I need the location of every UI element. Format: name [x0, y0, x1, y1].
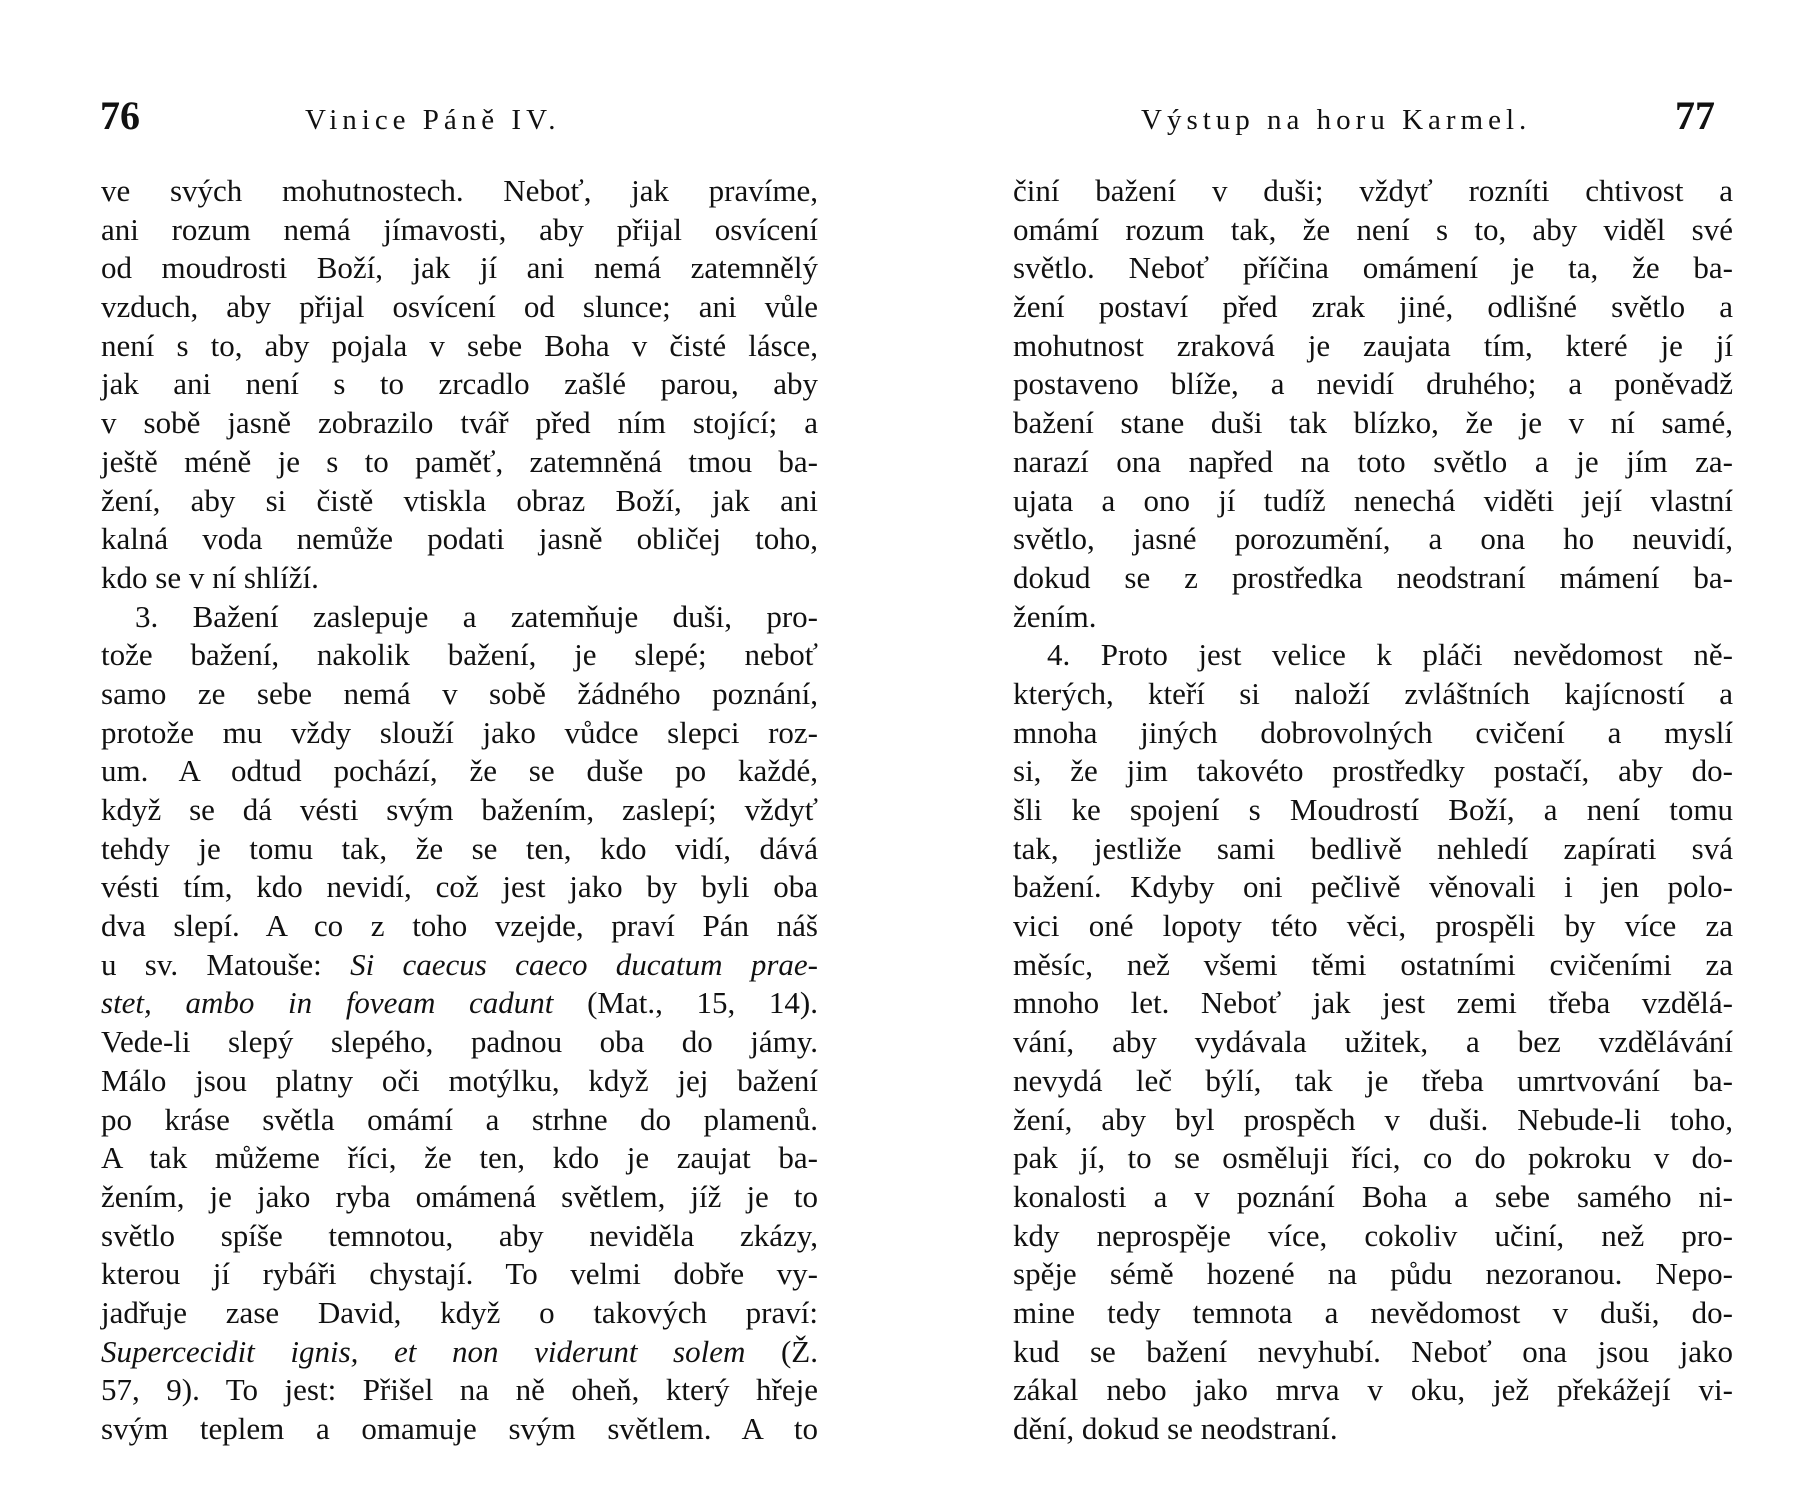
text-line: mine tedy temnota a nevědomost v duši, do-: [1013, 1294, 1733, 1330]
text-line: světlo. Neboť příčina omámení je ta, že ba-: [1013, 250, 1733, 286]
text-line: v sobě jasně zobrazilo tvář před ním stojící; a: [101, 405, 818, 441]
text-line: A tak můžeme říci, že ten, kdo je zaujat ba-: [101, 1140, 818, 1176]
latin-quotation: Si caecus caeco ducatum prae-: [350, 946, 818, 982]
text-line: Vede-li slepý slepého, padnou oba do jámy.: [101, 1024, 818, 1060]
text-line: žením, je jako ryba omámená světlem, jíž je to: [101, 1178, 818, 1214]
text-line: vání, aby vydávala užitek, a bez vzdělávání: [1013, 1024, 1733, 1060]
text-line: dění, dokud se neodstraní.: [1013, 1411, 1338, 1446]
text-line: po kráse světla omámí a strhne do plamenů.: [101, 1101, 818, 1137]
page-number: 77: [1675, 93, 1715, 138]
text-line: vici oné lopoty této věci, prospěli by více za: [1013, 908, 1733, 944]
right-page: [908, 0, 1816, 1500]
text-line: kdy neprospěje více, cokoliv učiní, než pro-: [1013, 1217, 1733, 1253]
text-line: měsíc, než všemi těmi ostatními cvičeními za: [1013, 946, 1733, 982]
page-number: 76: [100, 93, 140, 138]
text-line: zákal nebo jako mrva v oku, jež překážejí vi-: [1013, 1372, 1733, 1408]
text-line: [101, 946, 818, 985]
text-line: svým teplem a omamuje svým světlem. A to: [101, 1411, 818, 1446]
text-line: um. A odtud pochází, že se duše po každé,: [101, 753, 818, 789]
text-line: narazí ona napřed na toto světlo a je jím za-: [1013, 443, 1733, 479]
text-line: ani rozum nemá jímavosti, aby přijal osvícení: [101, 211, 818, 247]
text-line: šli ke spojení s Moudrostí Boží, a není tomu: [1013, 792, 1733, 827]
text-line: žením.: [1013, 598, 1097, 634]
text-line: kterou jí rybáři chystají. To velmi dobře vy-: [101, 1256, 818, 1292]
text-line: není s to, aby pojala v sebe Boha v čisté lásce,: [101, 327, 818, 363]
paragraph-start-line: 4. Proto jest velice k pláči nevědomost ně-: [1047, 637, 1733, 673]
body-text: [1013, 172, 1733, 1449]
text-line: tehdy je tomu tak, že se ten, kdo vidí, dává: [101, 830, 818, 866]
text-line: kud se bažení nevyhubí. Neboť ona jsou jako: [1013, 1333, 1733, 1369]
text-line: když se dá vésti svým bažením, zaslepí; vždyť: [101, 792, 818, 827]
text-line: žení, aby byl prospěch v duši. Nebude-li toho,: [1013, 1101, 1733, 1137]
latin-quotation: Supercecidit ignis, et non viderunt solem: [101, 1333, 746, 1369]
text-line: spěje sémě hozené na půdu nezoranou. Nepo-: [1013, 1256, 1733, 1292]
text-segment: (Mat., 15, 14).: [553, 985, 818, 1021]
text-line: od moudrosti Boží, jak jí ani nemá zatemnělý: [101, 250, 818, 286]
text-line: kdo se v ní shlíží.: [101, 559, 319, 595]
text-line: kalná voda nemůže podati jasně obličej toho,: [101, 521, 818, 557]
text-line: Málo jsou platny oči motýlku, když jej bažení: [101, 1062, 818, 1098]
text-line: postaveno blíže, a nevidí druhého; a poněvadž: [1013, 366, 1733, 402]
text-line: jadřuje zase David, když o takových praví:: [101, 1294, 818, 1330]
text-line: dva slepí. A co z toho vzejde, praví Pán náš: [101, 908, 818, 944]
text-line: dokud se z prostředka neodstraní mámení ba-: [1013, 559, 1733, 595]
running-head: Výstup na horu Karmel.: [1141, 104, 1532, 136]
text-line: žení, aby si čistě vtiskla obraz Boží, jak ani: [101, 482, 818, 518]
text-line: vzduch, aby přijal osvícení od slunce; ani vůle: [101, 289, 818, 325]
text-line: pak jí, to se osměluji říci, co do pokroku v do-: [1013, 1140, 1733, 1176]
paragraph-start-line: 3. Bažení zaslepuje a zatemňuje duši, pro-: [135, 598, 818, 634]
text-line: činí bažení v duši; vždyť rozníti chtivost a: [1013, 173, 1733, 208]
text-line: bažení. Kdyby oni pečlivě věnovali i jen polo-: [1013, 869, 1733, 905]
text-line: samo ze sebe nemá v sobě žádného poznání,: [101, 675, 818, 711]
body-text: [101, 172, 818, 1449]
text-line: bažení stane duši tak blízko, že je v ní samé,: [1013, 405, 1733, 441]
text-line: mnoha jiných dobrovolných cvičení a myslí: [1013, 714, 1733, 750]
text-line: omámí rozum tak, že není s to, aby viděl své: [1013, 211, 1733, 247]
text-line: 57, 9). To jest: Přišel na ně oheň, který hřeje: [101, 1372, 818, 1408]
text-line: ujata a ono jí tudíž nenechá viděti její vlastní: [1013, 482, 1733, 518]
text-line: kterých, kteří si naloží zvláštních kajícností a: [1013, 675, 1733, 711]
text-line: si, že jim takovéto prostředky postačí, aby do-: [1013, 753, 1733, 789]
text-line: ještě méně je s to paměť, zatemněná tmou ba-: [101, 443, 818, 479]
text-line: protože mu vždy slouží jako vůdce slepci roz-: [101, 714, 818, 750]
latin-quotation: stet, ambo in foveam cadunt: [101, 985, 554, 1021]
text-line: světlo spíše temnotou, aby neviděla zkázy,: [101, 1217, 818, 1253]
text-line: vésti tím, kdo nevidí, což jest jako by byli oba: [101, 869, 818, 905]
text-line: ve svých mohutnostech. Neboť, jak pravíme,: [101, 173, 818, 208]
text-segment: (Ž.: [745, 1333, 818, 1369]
text-segment: u sv. Matouše:: [101, 946, 351, 982]
text-line: [101, 984, 818, 1023]
text-line: jak ani není s to zrcadlo zašlé parou, aby: [101, 366, 818, 402]
text-line: mohutnost zraková je zaujata tím, které je jí: [1013, 327, 1733, 363]
text-line: tak, jestliže sami bedlivě nehledí zapírati svá: [1013, 830, 1733, 866]
text-line: žení postaví před zrak jiné, odlišné světlo a: [1013, 289, 1733, 325]
text-line: mnoho let. Neboť jak jest zemi třeba vzdělá-: [1013, 985, 1733, 1021]
text-line: tože bažení, nakolik bažení, je slepé; neboť: [101, 637, 818, 673]
text-line: konalosti a v poznání Boha a sebe samého ni-: [1013, 1178, 1733, 1214]
text-line: světlo, jasné porozumění, a ona ho neuvidí,: [1013, 521, 1733, 557]
running-head: Vinice Páně IV.: [305, 104, 561, 136]
text-line: [101, 1333, 818, 1372]
text-line: nevydá leč býlí, tak je třeba umrtvování ba-: [1013, 1062, 1733, 1098]
